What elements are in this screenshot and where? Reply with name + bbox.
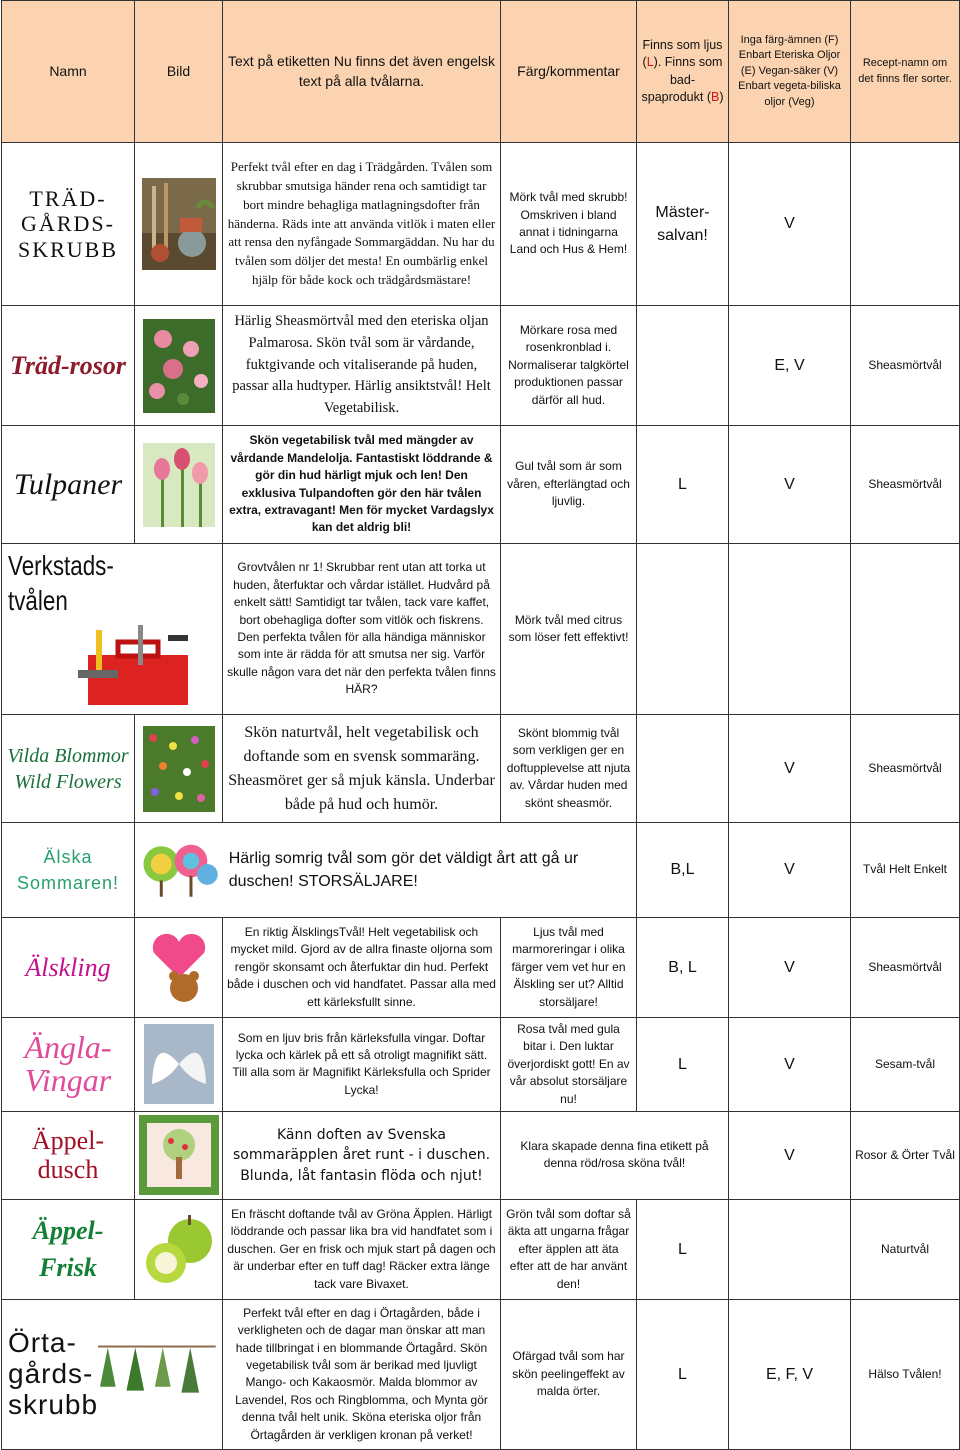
product-inga: V xyxy=(729,1018,851,1112)
product-name: Örta-gårds-skrubb xyxy=(8,1327,99,1420)
product-name: Vilda Blommor Wild Flowers xyxy=(2,715,135,823)
product-image xyxy=(135,1018,223,1112)
product-image xyxy=(135,426,223,544)
header-bild: Bild xyxy=(135,1,223,143)
product-recept: Naturtvål xyxy=(851,1199,960,1299)
product-color: Mörk tvål med citrus som löser fett effektivt! xyxy=(501,544,637,715)
product-name: TRÄD-GÅRDS-SKRUBB xyxy=(2,143,135,306)
product-inga: V xyxy=(729,1111,851,1199)
product-row-anglavingar xyxy=(2,1018,960,1112)
header-namn: Namn xyxy=(2,1,135,143)
product-recept xyxy=(851,544,960,715)
header-recept: Recept-namn om det finns fler sorter. xyxy=(851,1,960,143)
product-image xyxy=(135,715,223,823)
toolbox-image xyxy=(78,620,208,710)
product-name: Träd-rosor xyxy=(2,306,135,426)
tulips-image xyxy=(143,443,215,527)
product-ljus: B, L xyxy=(637,918,729,1018)
product-name: Äppel-dusch xyxy=(2,1111,135,1199)
product-recept: Hälso Tvålen! xyxy=(851,1299,960,1449)
product-row-tulpaner xyxy=(2,426,960,544)
product-table xyxy=(1,0,960,1450)
product-image xyxy=(135,143,223,306)
product-color: Gul tvål som är som våren, efterlängtad och ljuvlig. xyxy=(501,426,637,544)
product-ljus: B,L xyxy=(637,823,729,918)
green-apples-image xyxy=(142,1209,216,1289)
garden-tools-image xyxy=(142,178,216,270)
teddy-heart-image xyxy=(144,928,214,1008)
product-inga: V xyxy=(729,918,851,1018)
product-color: Ofärgad tvål som har skön peelingeffekt av malda örter. xyxy=(501,1299,637,1449)
product-image-text-cell xyxy=(135,823,637,918)
product-image xyxy=(135,1111,223,1199)
tree-roses-image xyxy=(143,319,215,413)
product-ljus xyxy=(637,544,729,715)
angel-wings-image xyxy=(144,1024,214,1104)
product-image xyxy=(135,306,223,426)
product-name: Älskling xyxy=(2,918,135,1018)
header-row xyxy=(2,1,960,143)
product-recept: Sheasmörtvål xyxy=(851,306,960,426)
product-color: Mörkare rosa med rosenkronblad i. Normaliserar talgkörtel produktionen passar därför all hud. xyxy=(501,306,637,426)
product-row-tradgardsskrubb xyxy=(2,143,960,306)
product-row-alskling xyxy=(2,918,960,1018)
product-image xyxy=(135,1199,223,1299)
product-inga: E, V xyxy=(729,306,851,426)
product-ljus: L xyxy=(637,1199,729,1299)
header-ljus xyxy=(637,1,729,143)
product-inga: E, F, V xyxy=(729,1299,851,1449)
product-inga: V xyxy=(729,715,851,823)
product-recept: Sesam-tvål xyxy=(851,1018,960,1112)
wild-flowers-image xyxy=(143,726,215,812)
product-ljus: L xyxy=(637,1018,729,1112)
product-inga xyxy=(729,544,851,715)
summer-trees-image xyxy=(139,830,221,910)
product-text: Känn doften av Svenska sommaräpplen året runt - i duschen. Blunda, låt fantasin flöda och njut! xyxy=(223,1111,501,1199)
apple-tree-card-image xyxy=(139,1115,219,1195)
product-color: Ljus tvål med marmoreringar i olika färger vem vet hur en Älskling ser ut? Alltid storsäljare! xyxy=(501,918,637,1018)
product-name-image-cell xyxy=(2,544,223,715)
product-text: Perfekt tvål efter en dag i Örtagården, både i verkligheten och de dagar man önskar att man hade tillbringat i en blommande Örtagård. Skön vegetabilisk tvål som är berikad med ljuvligt Mango- och Kakaosmör. Malda blommor av Lavendel, Ros och Ringblomma, och Mynta gör denna tvål helt unik. Sköna eteriska oljor från Örtagården är verkligen kronan på verket! xyxy=(223,1299,501,1449)
product-row-alska-sommaren xyxy=(2,823,960,918)
header-ljus-a: Finns som ljus ( xyxy=(642,37,723,69)
product-text: Grovtvålen nr 1! Skrubbar rent utan att torka ut huden, återfuktar och vårdar istället. Hudvård på enkelt sätt! Samtidigt tar tvålen, tack vare kaffet, bort obehagliga dofter som vitlök och fiskrens. Den perfekta tvålen för alla händiga människor som inte är rädda för att smutsa ner sig. Varför skulle någon vara det när den perfekta tvålen finns HÄR? xyxy=(223,544,501,715)
product-row-ortagardsskrubb xyxy=(2,1299,960,1449)
product-name: Verkstads-tvålen xyxy=(8,550,114,616)
product-ljus xyxy=(637,715,729,823)
product-text: En riktig ÄlsklingsTvål! Helt vegetabilisk och mycket mild. Gjord av de allra finaste oljorna som rengör skonsamt och återfuktar din hud. Perfekt både i duschen och vid handfatet. Passar alla med ett kärleksfullt sinne. xyxy=(223,918,501,1018)
header-ljus-l: L xyxy=(646,55,654,69)
product-recept: Tvål Helt Enkelt xyxy=(851,823,960,918)
product-recept: Sheasmörtvål xyxy=(851,426,960,544)
product-recept: Sheasmörtvål xyxy=(851,918,960,1018)
product-text: Perfekt tvål efter en dag i Trädgården. Tvålen som skrubbar smutsiga händer rena och samtidigt tar bort mindre behagliga matlagningsdofter från händerna. Räds inte att använda vitlök i maten eller att rensa den nyfångade Sommargäddan. Nu har du tvålen som döljer det mesta! En oumbärlig enkel hjälp för både kock och trädgårdsmästare! xyxy=(223,143,501,306)
header-inga: Inga färg-ämnen (F) Enbart Eteriska Oljor (E) Vegan-säker (V) Enbart vegeta-biliska oljor (Veg) xyxy=(729,1,851,143)
product-text: Som en ljuv bris från kärleksfulla vingar. Doftar lycka och kärlek på ett så otroligt magnifikt sätt. Till alla som är Magnifikt Kärleksfulla och Sprider Lycka! xyxy=(223,1018,501,1112)
product-ljus xyxy=(637,306,729,426)
product-color: Grön tvål som doftar så äkta att ungarna frågar efter äpplen att äta efter att de har använt den! xyxy=(501,1199,637,1299)
product-recept xyxy=(851,143,960,306)
product-color: Skönt blommig tvål som verkligen ger en doftupplevelse att njuta av. Vårdar huden med skönt sheasmör. xyxy=(501,715,637,823)
header-ljus-c: ) xyxy=(719,90,724,104)
product-text: En fräscht doftande tvål av Gröna Äpplen. Härligt löddrande och passar lika bra vid handfatet som i duschen. Ger en frisk och mjuk start på dagen och är underbar efter en tuff dag! Räcker extra länge tack vare Bivaxet. xyxy=(223,1199,501,1299)
product-inga xyxy=(729,1199,851,1299)
header-farg: Färg/kommentar xyxy=(501,1,637,143)
product-row-vilda-blommor xyxy=(2,715,960,823)
hanging-herbs-image xyxy=(98,1339,216,1409)
header-ljus-b: ). Finns som bad-spaprodukt ( xyxy=(641,55,723,104)
product-name: Tulpaner xyxy=(2,426,135,544)
product-text: Skön naturtvål, helt vegetabilisk och doftande som en svensk sommaräng. Sheasmöret ger så mjuk känsla. Underbar både på hud och humör. xyxy=(223,715,501,823)
product-ljus: L xyxy=(637,426,729,544)
header-text: Text på etiketten Nu finns det även engelsk text på alla tvålarna. xyxy=(223,1,501,143)
header-ljus-bb: B xyxy=(710,90,720,104)
product-name-image-cell xyxy=(2,1299,223,1449)
product-text: Härlig Sheasmörtvål med den eteriska oljan Palmarosa. Skön tvål som är vårdande, fuktgivande och vitaliserande på huden, passar alla hudtyper. Härlig ansiktstvål! Helt Vegetabilisk. xyxy=(223,306,501,426)
product-color: Mörk tvål med skrubb! Omskriven i bland annat i tidningarna Land och Hus & Hem! xyxy=(501,143,637,306)
product-inga: V xyxy=(729,426,851,544)
product-color: Rosa tvål med gula bitar i. Den luktar överjordiskt gott! En av vår absolut storsäljare nu! xyxy=(501,1018,637,1112)
product-inga: V xyxy=(729,823,851,918)
product-inga: V xyxy=(729,143,851,306)
product-color: Klara skapade denna fina etikett på denna röd/rosa sköna tvål! xyxy=(501,1111,729,1199)
product-text: Skön vegetabilisk tvål med mängder av vårdande Mandelolja. Fantastiskt löddrande & gör din hud härligt mjuk och len! Den exklusiva Tulpandoften gör den här tvålen extra, extravagant! Men för mycket Vardagslyx kan det aldrig bli! xyxy=(223,426,501,544)
product-recept: Rosor & Örter Tvål xyxy=(851,1111,960,1199)
product-name: Älska Sommaren! xyxy=(2,823,135,918)
product-ljus: L xyxy=(637,1299,729,1449)
product-recept: Sheasmörtvål xyxy=(851,715,960,823)
product-image xyxy=(135,918,223,1018)
product-name: Ängla-Vingar xyxy=(2,1018,135,1112)
product-row-appeldusch xyxy=(2,1111,960,1199)
product-row-appelfrisk xyxy=(2,1199,960,1299)
product-row-verkstadstvalen xyxy=(2,544,960,715)
product-name: Äppel-Frisk xyxy=(2,1199,135,1299)
product-row-tradrosor xyxy=(2,306,960,426)
product-ljus: Mäster-salvan! xyxy=(637,143,729,306)
product-text: Härlig somrig tvål som gör det väldigt årt att gå ur duschen! STORSÄLJARE! xyxy=(228,849,579,890)
